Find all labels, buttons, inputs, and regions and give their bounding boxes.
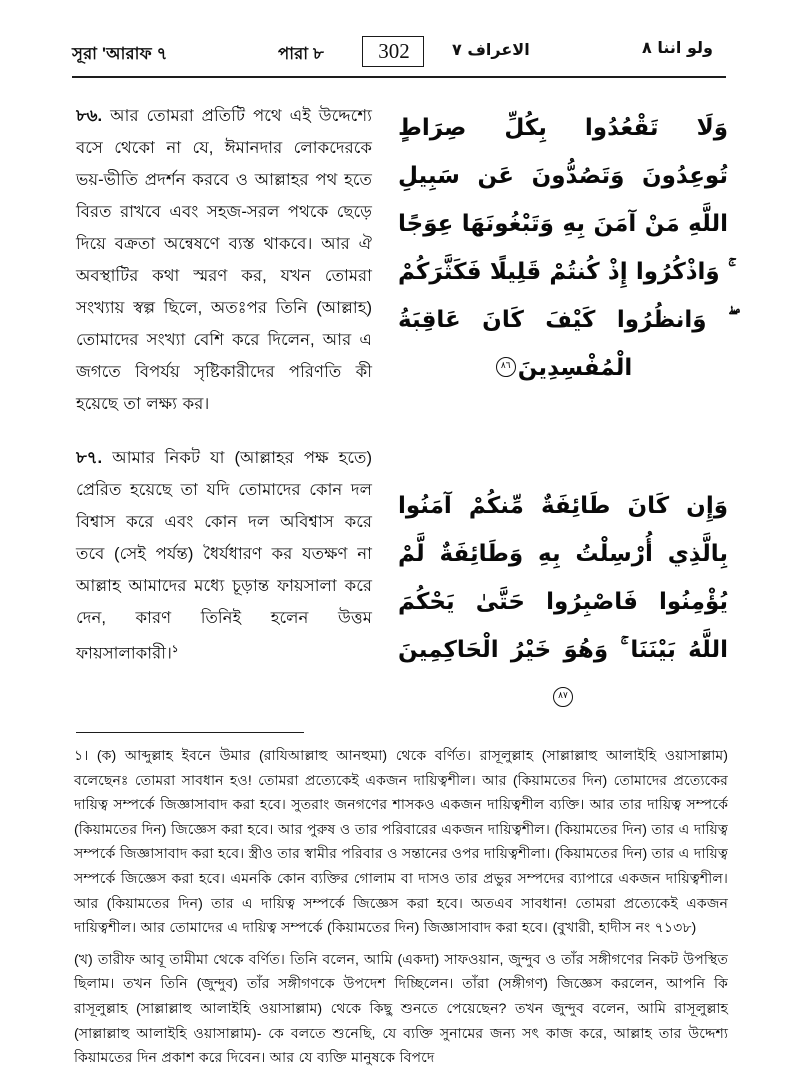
footnote-divider-rule	[76, 732, 304, 733]
arabic-verse-86-text: وَلَا تَقْعُدُوا بِكُلِّ صِرَاطٍ تُوعِدُونَ وَتَصُدُّونَ عَن سَبِيلِ اللَّهِ مَنْ آمَنَ بِهِ وَتَبْغُونَهَا عِوَجًا ۚ وَاذْكُرُوا إِذْ كُنتُمْ قَلِيلًا فَكَثَّرَكُمْ ۖ وَانظُرُوا كَيْفَ كَانَ عَاقِبَةُ الْمُفْسِدِينَ	[398, 115, 728, 381]
header-divider-rule	[72, 76, 726, 78]
page-number: 302	[378, 39, 410, 63]
page-header	[72, 34, 728, 74]
translation-verse-87	[76, 442, 372, 670]
verse-87-text: আমার নিকট যা (আল্লাহর পক্ষ হতে) প্রেরিত হয়েছে তা যদি তোমাদের কোন দল বিশ্বাস করে এবং কোন দল অবিশ্বাস করে তবে (সেই পর্যন্ত) ধৈর্যধারণ কর যতক্ষণ না আল্লাহ আমাদের মধ্যে চূড়ান্ত ফায়সালা করে দেন, কারণ তিনিই হলেন উত্তম ফায়সালাকারী।	[76, 448, 372, 663]
arabic-verse-87-text: وَإِن كَانَ طَائِفَةٌ مِّنكُمْ آمَنُوا بِالَّذِي أُرْسِلْتُ بِهِ وَطَائِفَةٌ لَّمْ يُؤْمِنُوا فَاصْبِرُوا حَتَّىٰ يَحْكُمَ اللَّهُ بَيْنَنَا ۚ وَهُوَ خَيْرُ الْحَاكِمِينَ	[398, 493, 728, 663]
footnote-note-a-source: (বুখারী, হাদীস নং ৭১৩৮)	[552, 920, 697, 937]
bengali-translation-column	[76, 100, 372, 692]
page-number-box	[362, 36, 424, 67]
ayah-end-marker-87: ٨٧	[553, 687, 573, 707]
arabic-verse-87	[398, 482, 728, 722]
verse-86-text: আর তোমরা প্রতিটি পথে এই উদ্দেশ্যে বসে থেকো না যে, ঈমানদার লোকদেরকে ভয়-ভীতি প্রদর্শন করবে ও আল্লাহর পথ হতে বিরত রাখবে এবং সহজ-সরল পথকে ছেড়ে দিয়ে বক্রতা অন্বেষণে ব্যস্ত থাকবে। আর ঐ অবস্থাটির কথা স্মরণ কর, যখন তোমরা সংখ্যায় স্বল্প ছিলে, অতঃপর তিনি (আল্লাহ) তোমাদের সংখ্যা বেশি করে দিলেন, আর এ জগতে বিপর্যয় সৃষ্টিকারীদের পরিণতি কী হয়েছে তা লক্ষ্য কর।	[76, 106, 372, 413]
verse-number-87: ৮৭.	[76, 448, 103, 467]
verse-number-86: ৮৬.	[76, 106, 103, 125]
arabic-text-column	[398, 100, 728, 701]
header-para-bengali: পারা ৮	[278, 45, 324, 63]
footnote-note-b: (খ) তারীফ আবূ তামীমা থেকে বর্ণিত। তিনি বলেন, আমি (একদা) সাফওয়ান, জুন্দুব ও তাঁর সঙ্গীগণের নিকট উপস্থিত ছিলাম। তখন তিনি (জুন্দুব) তাঁর সঙ্গীগণকে উপদেশ দিচ্ছিলেন। তাঁরা (সঙ্গীগণ) জিজ্ঞেস করলেন, আপনি কি রাসূলুল্লাহ (সাল্লাল্লাহু আলাইহি ওয়াসাল্লাম) থেকে কিছু শুনতে পেয়েছেন? তখন জুন্দুব বলেন, আমি রাসূলুল্লাহ (সাল্লাল্লাহু আলাইহি ওয়াসাল্লাম)- কে বলতে শুনেছি, যে ব্যক্তি সুনামের জন্য সৎ কাজ করে, আল্লাহ তার উদ্দেশ্য কিয়ামতের দিন প্রকাশ করে দিবেন। আর যে ব্যক্তি মানুষকে বিপদে	[74, 951, 728, 1067]
header-surah-name-arabic: الاعراف ٧	[452, 40, 530, 59]
translation-verse-86	[76, 100, 372, 420]
ayah-end-marker-86: ٨٦	[496, 357, 516, 377]
header-para-arabic: ولو اننا ٨	[642, 38, 713, 57]
header-surah-name-bengali: সূরা 'আরাফ ৭	[72, 45, 168, 63]
footnote-note-a-text: ১। (ক) আব্দুল্লাহ ইবনে উমার (রাযিআল্লাহু আনহুমা) থেকে বর্ণিত। রাসূলুল্লাহ (সাল্লাল্লাহু আলাইহি ওয়াসাল্লাম) বলেছেনঃ তোমরা সাবধান হও! তোমরা প্রত্যেকেই একজন দায়িত্বশীল। আর (কিয়ামতের দিন) তোমাদের প্রত্যেকের দায়িত্ব সম্পর্কে জিজ্ঞাসাবাদ করা হবে। সুতরাং জনগণের শাসকও একজন দায়িত্বশীল ব্যক্তি। আর তার দায়িত্ব সম্পর্কে (কিয়ামতের দিন) জিজ্ঞেস করা হবে। আর পুরুষ ও তার পরিবারের একজন দায়িত্বশীল। (কিয়ামতের দিন) তার এ দায়িত্ব সম্পর্কে জিজ্ঞাসাবাদ করা হবে। স্ত্রীও তার স্বামীর পরিবার ও সন্তানের ওপর দায়িত্বশীলা। (কিয়ামতের দিন) তার এ দায়িত্ব সম্পর্কে জিজ্ঞেস করা হবে। এমনকি কোন ব্যক্তির গোলাম বা দাসও তার প্রভুর সম্পদের ব্যাপারে একজন দায়িত্বশীল। আর (কিয়ামতের দিন) তার এ দায়িত্ব সম্পর্কে জিজ্ঞেস করা হবে। অতএব সাবধান! তোমরা প্রত্যেকেই একজন দায়িত্বশীল। আর তোমাদের এ দায়িত্ব সম্পর্কে (কিয়ামতের দিন) জিজ্ঞাসাবাদ করা হবে।	[74, 748, 728, 937]
footnote-section	[74, 744, 728, 1078]
footnote-reference-marker: ১	[171, 644, 179, 655]
arabic-verse-86	[398, 104, 728, 392]
footnote-note-a	[74, 744, 728, 941]
